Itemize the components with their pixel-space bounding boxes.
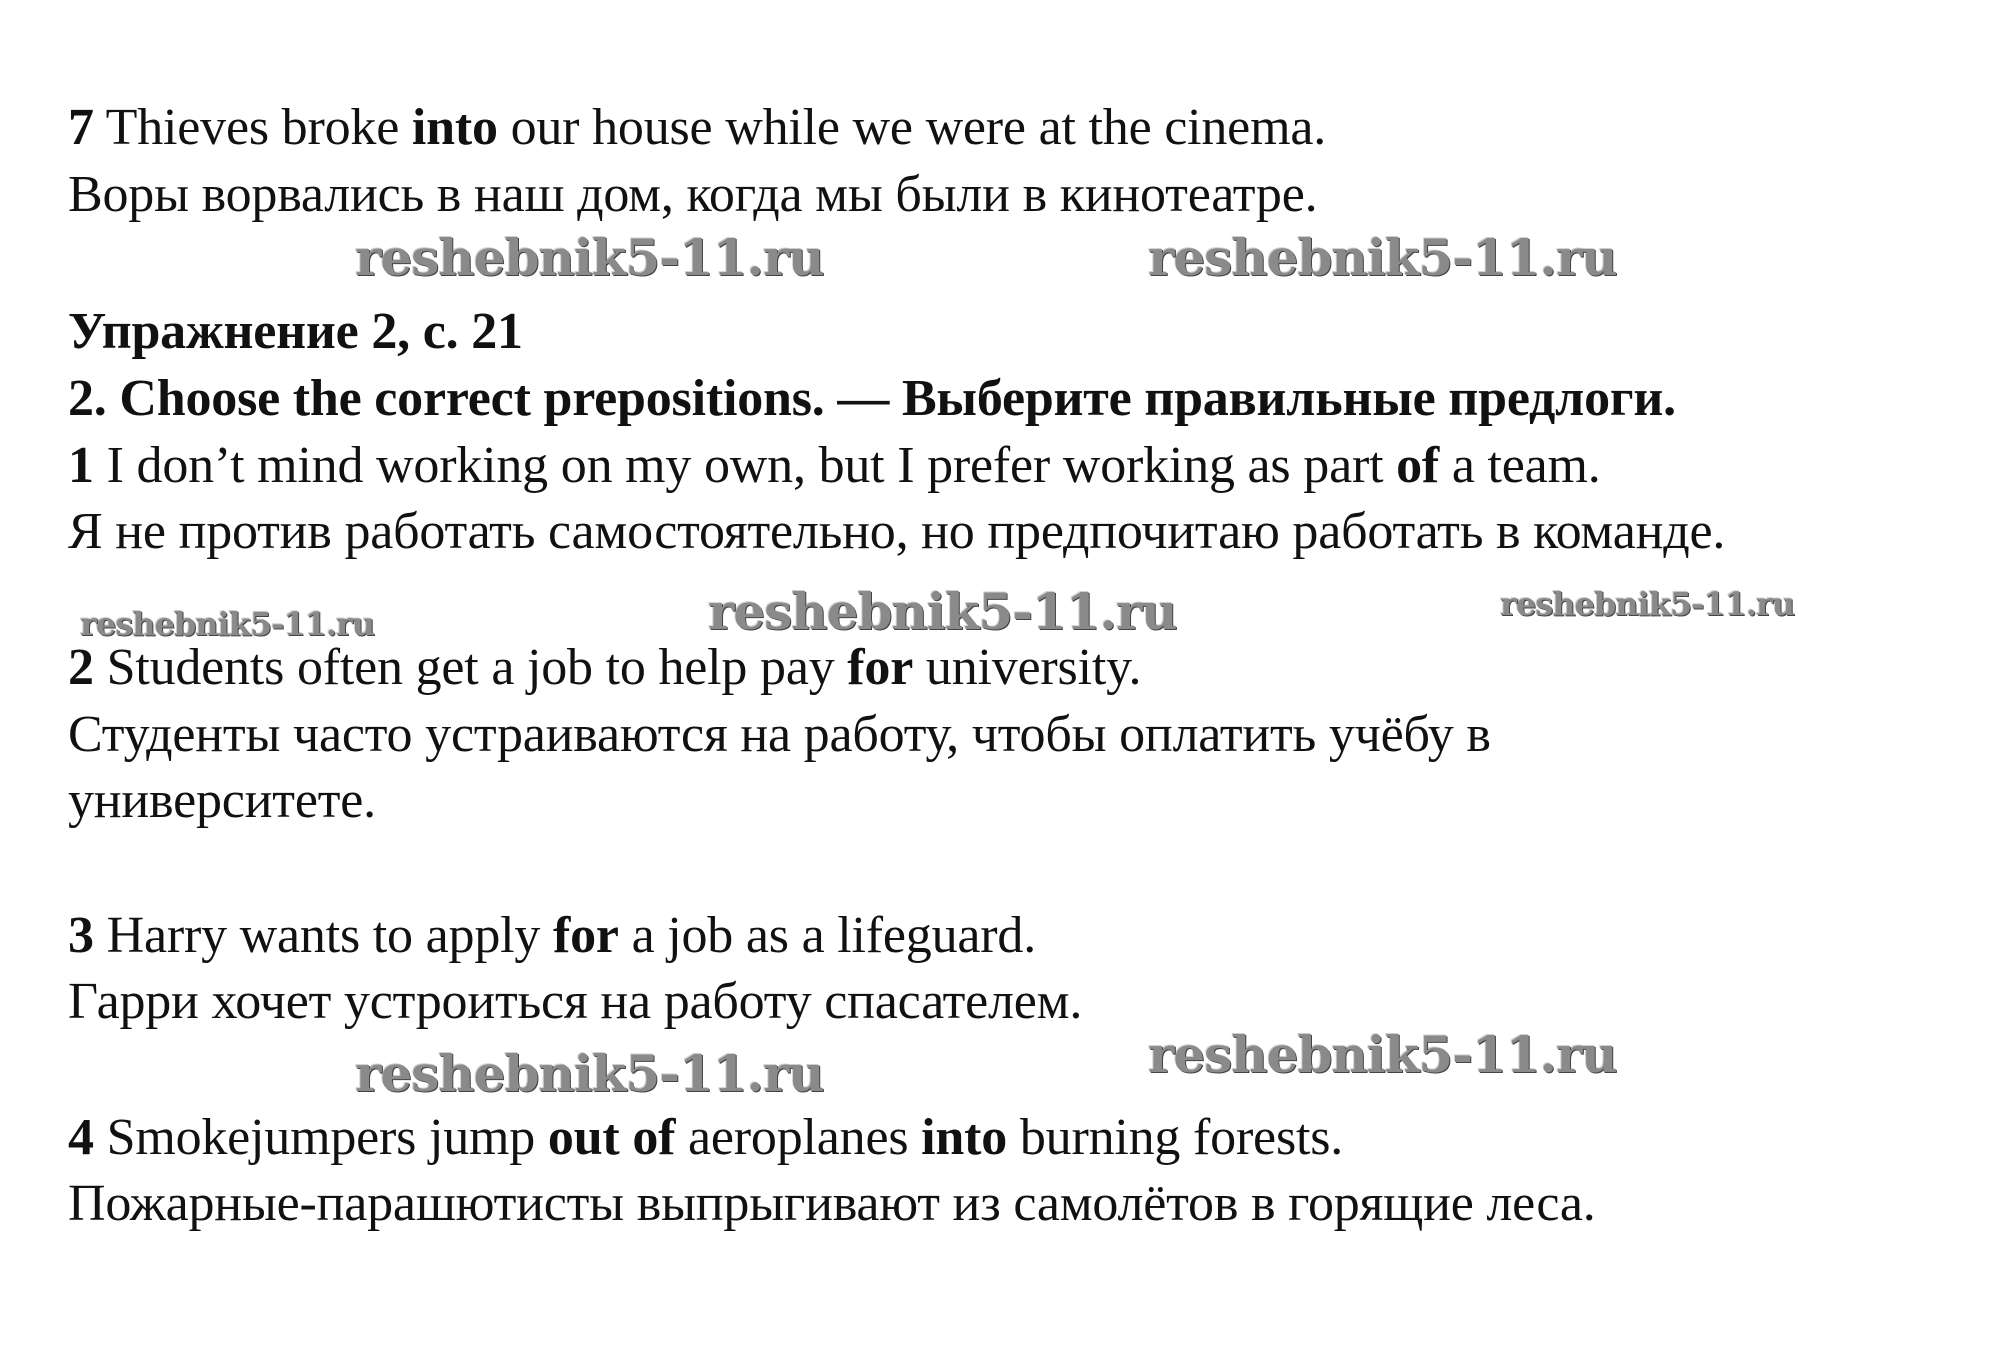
item-7-russian: Воры ворвались в наш дом, когда мы были в кинотеатре.	[68, 166, 1318, 223]
watermark: reshebnik5-11.ru	[355, 228, 824, 287]
item-3-russian: Гарри хочет устроиться на работу спасателем.	[68, 973, 1083, 1030]
item-4-text-c: burning forests.	[1007, 1109, 1344, 1166]
item-3-preposition: for	[552, 907, 619, 964]
item-7-number: 7	[68, 99, 94, 156]
watermark: reshebnik5-11.ru	[1500, 585, 1795, 623]
item-4-preposition-1: out of	[547, 1109, 676, 1166]
item-2-preposition: for	[847, 639, 914, 696]
item-4-number: 4	[68, 1109, 94, 1166]
item-2-number: 2	[68, 639, 94, 696]
item-1-text-b: a team.	[1439, 437, 1601, 494]
item-3-english	[68, 904, 1036, 968]
item-7-text-b: our house while we were at the cinema.	[497, 99, 1326, 156]
item-7-english	[68, 96, 1326, 160]
item-4-russian: Пожарные-парашютисты выпрыгивают из самолётов в горящие леса.	[68, 1175, 1596, 1232]
item-7-preposition: into	[411, 99, 498, 156]
item-1-english	[68, 434, 1601, 498]
watermark: reshebnik5-11.ru	[708, 582, 1177, 641]
watermark: reshebnik5-11.ru	[80, 605, 375, 643]
item-1-text-a: I don’t mind working on my own, but I prefer working as part	[93, 437, 1397, 494]
item-2-text-a: Students often get a job to help pay	[93, 639, 848, 696]
item-4-text-b: aeroplanes	[675, 1109, 922, 1166]
item-4-english	[68, 1106, 1343, 1170]
item-2-russian-line-1: Студенты часто устраиваются на работу, чтобы оплатить учёбу в	[68, 706, 1491, 763]
item-2-russian-line-2: университете.	[68, 772, 376, 829]
item-4-text-a: Smokejumpers jump	[93, 1109, 548, 1166]
item-3-number: 3	[68, 907, 94, 964]
exercise-title: Упражнение 2, с. 21	[68, 303, 523, 360]
item-3-text-a: Harry wants to apply	[93, 907, 553, 964]
item-1-russian: Я не против работать самостоятельно, но предпочитаю работать в команде.	[68, 503, 1726, 560]
item-3-text-b: a job as a lifeguard.	[618, 907, 1036, 964]
item-2-english	[68, 636, 1141, 700]
item-7-text-a: Thieves broke	[93, 99, 412, 156]
exercise-task: 2. Choose the correct prepositions. — Выберите правильные предлоги.	[68, 370, 1676, 427]
item-1-number: 1	[68, 437, 94, 494]
item-4-preposition-2: into	[921, 1109, 1008, 1166]
watermark: reshebnik5-11.ru	[355, 1044, 824, 1103]
watermark: reshebnik5-11.ru	[1148, 228, 1617, 287]
watermark: reshebnik5-11.ru	[1148, 1025, 1617, 1084]
item-2-text-b: university.	[913, 639, 1142, 696]
item-1-preposition: of	[1396, 437, 1440, 494]
